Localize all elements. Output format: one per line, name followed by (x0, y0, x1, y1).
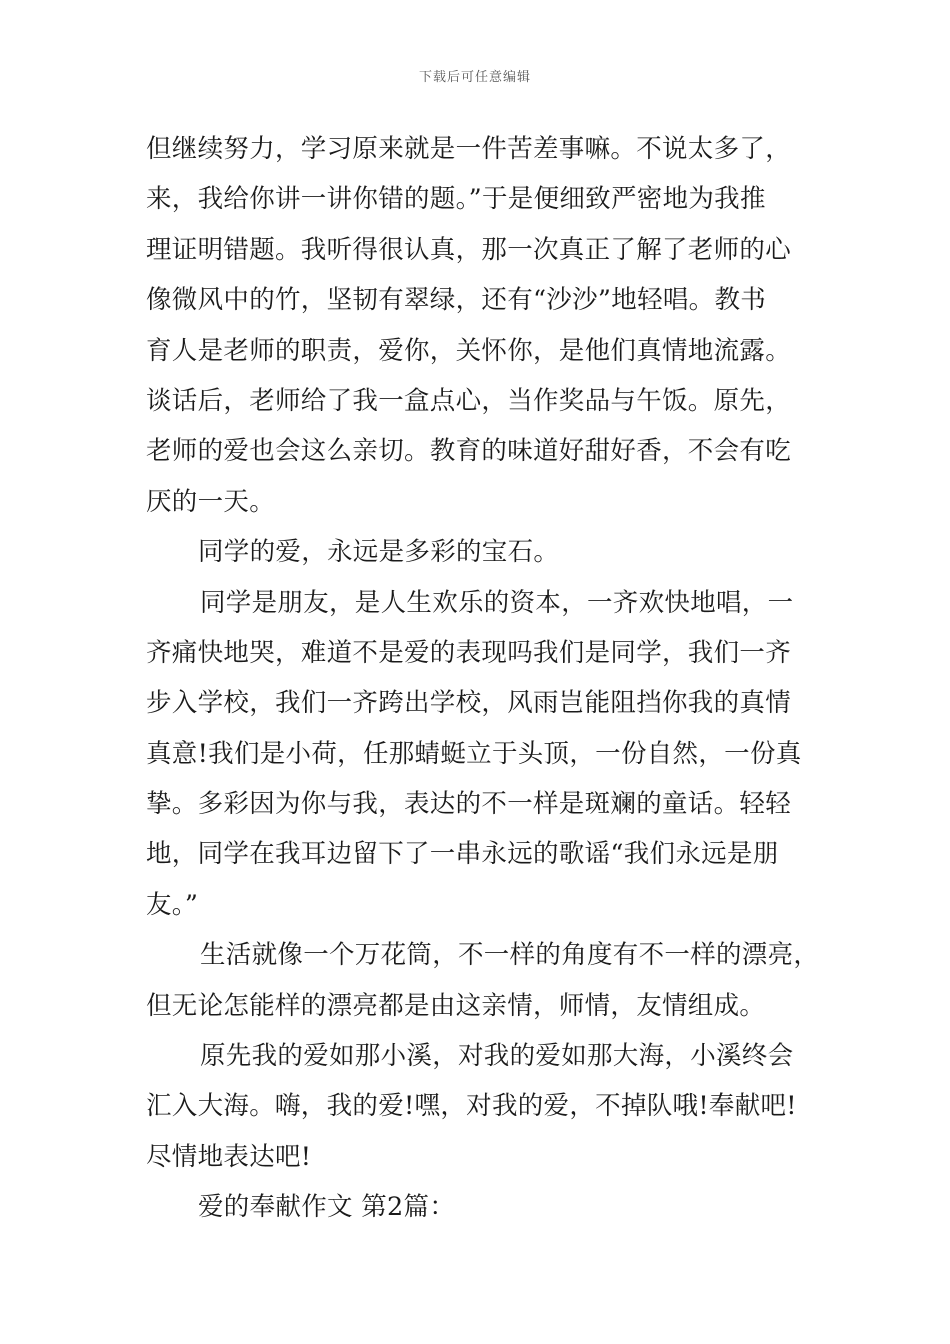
text-line: 步入学校，我们一齐跨出学校，风雨岂能阻挡你我的真情 (146, 688, 792, 719)
text-line: 友。” (146, 889, 199, 920)
text-line: 但无论怎能样的漂亮都是由这亲情，师情，友情组成。 (146, 990, 766, 1021)
page-header: 下载后可任意编辑 (418, 70, 531, 85)
paragraph-start-line: 生活就像一个万花筒，不一样的角度有不一样的漂亮， (200, 940, 820, 971)
paragraph-start-line: 同学是朋友，是人生欢乐的资本，一齐欢快地唱，一 (200, 587, 794, 618)
text-line: 汇入大海。嗨，我的爱!嘿，对我的爱，不掉队哦!奉献吧! (146, 1091, 797, 1122)
paragraph-start-line: 同学的爱，永远是多彩的宝石。 (198, 537, 560, 568)
text-line: 但继续努力，学习原来就是一件苦差事嘛。不说太多了， (146, 134, 792, 164)
text-line: 齐痛快地哭，难道不是爱的表现吗我们是同学，我们一齐 (146, 637, 792, 668)
text-line: 真意!我们是小荷，任那蜻蜓立于头顶，一份自然，一份真 (146, 738, 802, 769)
text-line: 挚。多彩因为你与我，表达的不一样是斑斓的童话。轻轻 (146, 789, 792, 820)
section-heading: 爱的奉献作文 第2篇： (198, 1192, 456, 1223)
text-line: 像微风中的竹，坚韧有翠绿，还有“沙沙”地轻唱。教书 (146, 285, 767, 316)
text-line: 地，同学在我耳边留下了一串永远的歌谣“我们永远是朋 (146, 839, 779, 870)
text-line: 老师的爱也会这么亲切。教育的味道好甜好香，不会有吃 (146, 436, 792, 467)
document-body (146, 124, 820, 1233)
text-line: 厌的一天。 (146, 486, 276, 517)
text-line: 谈话后，老师给了我一盒点心，当作奖品与午饭。原先， (146, 385, 792, 416)
text-line: 育人是老师的职责，爱你，关怀你，是他们真情地流露。 (146, 335, 792, 366)
text-line: 理证明错题。我听得很认真，那一次真正了解了老师的心 (146, 234, 792, 265)
paragraph-start-line: 原先我的爱如那小溪，对我的爱如那大海，小溪终会 (200, 1041, 794, 1072)
text-line: 来，我给你讲一讲你错的题。”于是便细致严密地为我推 (146, 184, 766, 215)
text-line: 尽情地表达吧! (146, 1141, 312, 1172)
